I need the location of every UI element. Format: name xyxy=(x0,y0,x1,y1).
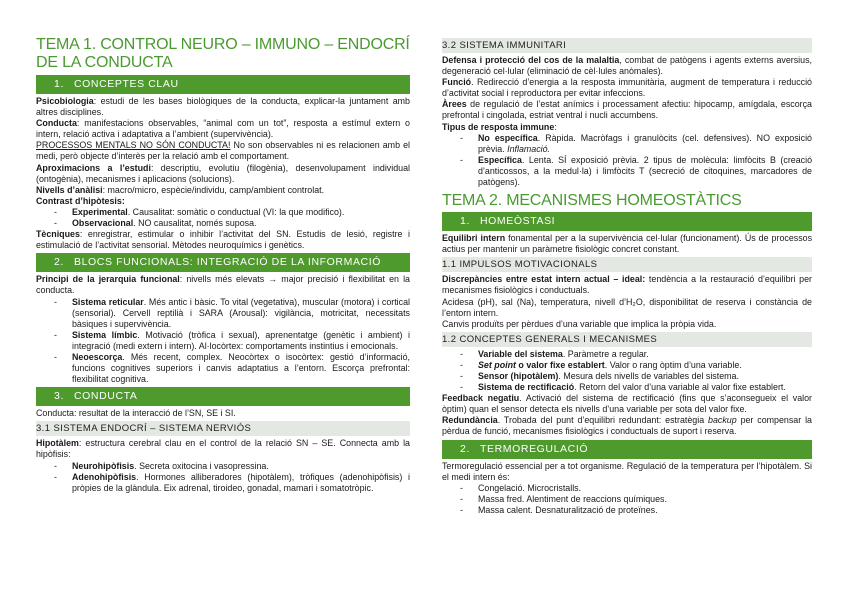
defensa-para: Defensa i protecció del cos de la malaltia, combat de patògens i agents externs aversius, degeneració cel·lular (eliminació de cèl·lules anòmales). xyxy=(442,55,812,77)
section-conceptes-clau xyxy=(36,75,410,94)
tipus-heading: Tipus de resposta immune: xyxy=(442,121,557,132)
subsection-immunitari: 3.2 SISTEMA IMMUNITARI xyxy=(442,38,812,53)
list-item: - Sensor (hipotàlem). Mesura dels nivells de variables del sistema. xyxy=(460,371,812,382)
subsection-endocri-nervios: 3.1 SISTEMA ENDOCRÍ – SISTEMA NERVIÓS xyxy=(36,421,410,436)
redundancia-para: Redundància. Trobada del punt d’equilibri redundant: estratègia backup per compensar la pèrdua de funció, mecanismes fisiològics i conductuals de suport i reserva. xyxy=(442,415,812,437)
tecniques-para: Tècniques: enregistrar, estimular o inhibir l’activitat del SN. Estudis de lesió, registre i estimulació de l’activitat sensorial. Mètodes neuroquímics i genètics. xyxy=(36,229,410,251)
section-number: 1. xyxy=(54,78,64,90)
list-item: - Específica. Lenta. SÍ exposició prèvia. 2 tipus de molècula: limfòcits B (creació d’anticossos, a la medul·la) i limfòcits T (secreció de citoquines, marcadores de patògens). xyxy=(460,155,812,188)
tema1-title: TEMA 1. CONTROL NEURO – IMMUNO – ENDOCRÍ DE LA CONDUCTA xyxy=(36,36,410,71)
psicobiologia-para: Psicobiologia: estudi de les bases biològiques de la conducta, explicar-la juntament amb altres disciplines. xyxy=(36,96,410,118)
termo-list xyxy=(442,483,812,516)
feedback-para: Feedback negatiu. Activació del sistema de rectificació (fins que s’aconsegueix el valor òptim) quan el sensor detecta els nivells d’una variable per sota del valor fixe. xyxy=(442,393,812,415)
canvis-para: Canvis produïts per pèrdues d’una variable que implica la pròpia vida. xyxy=(442,318,717,329)
list-item: - Massa fred. Alentiment de reaccions químiques. xyxy=(460,494,812,505)
section-conducta xyxy=(36,387,410,406)
discrepancies-para: Discrepàncies entre estat intern actual – ideal: tendència a la restauració d’equilibri per mecanismes fisiològics i conductuals. xyxy=(442,274,812,296)
section-number: 2. xyxy=(54,256,64,269)
mecanismes-list xyxy=(442,349,812,393)
section-number: 2. xyxy=(460,442,470,455)
conducta-resultat-para: Conducta: resultat de la interacció de l’SN, SE i SI. xyxy=(36,408,236,419)
list-item: - Congelació. Microcristalls. xyxy=(460,483,812,494)
section-label: CONCEPTES CLAU xyxy=(73,78,179,90)
section-label: TERMOREGULACIÓ xyxy=(479,442,589,455)
hipofisis-list xyxy=(36,461,410,494)
subsection-impulsos: 1.1 IMPULSOS MOTIVACIONALS xyxy=(442,257,812,272)
contrast-list xyxy=(36,207,410,229)
list-item: - Neoescorça. Més recent, complex. Neocòrtex o isocòrtex: gestió d’informació, funcions cognitives superiors i canvis adaptatius a l’entorn. Escorça prefrontal: flexibilitat cognitiva. xyxy=(54,352,410,385)
funcio-para: Funció. Redirecció d’energia a la resposta immunitària, augment de temperatura i reducció d’activitat social i reproductora per evitar infeccions. xyxy=(442,77,812,99)
acidesa-para: Acidesa (pH), sal (Na), temperatura, nivell d’H₂O, disponibilitat de reserva i constància de l’entorn intern. xyxy=(442,296,812,318)
list-item: - Massa calent. Desnaturalització de proteïnes. xyxy=(460,505,812,516)
section-label: BLOCS FUNCIONALS: INTEGRACIÓ DE LA INFORMACIÓ xyxy=(73,256,382,269)
section-blocs-funcionals xyxy=(36,253,410,272)
termoregulacio-para: Termoregulació essencial per a tot organisme. Regulació de la temperatura per l’hipotàlem. Si el medi intern és: xyxy=(442,460,812,482)
hipotalem-para: Hipotàlem: estructura cerebral clau en el control de la relació SN – SE. Connecta amb la hipòfisis: xyxy=(36,438,410,460)
list-item: - Adenohipòfisis. Hormones alliberadores (hipotàlem), tròfiques (adenohipòfisis) i pròpies de la glàndula. Eix adrenal, tiroideo, gonadal, mamari i somatotròpic. xyxy=(54,472,410,494)
list-item: - Experimental. Causalitat: somàtic o conductual (VI: la que modifico). xyxy=(54,207,410,218)
left-column xyxy=(36,36,410,494)
contrast-heading: Contrast d’hipòtesis: xyxy=(36,195,125,206)
list-item: - Sistema reticular. Més antic i bàsic. To vital (vegetativa), muscular (motora) i cortical (sensorial). Cervell reptilià i SARA (Arousal): vigilància, motricitat, necessitats bàsiques i supervivència. xyxy=(54,297,410,330)
right-column xyxy=(442,38,812,516)
equilibri-para: Equilibri intern fonamental per a la supervivència cel·lular (funcionament). Ús de processos actius per mantenir un paràmetre fisiològic concret constant. xyxy=(442,233,813,255)
section-label: HOMEÒSTASI xyxy=(479,215,556,228)
list-item: - Observacional. NO causalitat, només suposa. xyxy=(54,218,410,229)
list-item: - Sistema de rectificació. Retorn del valor d’una variable al valor fixe establert. xyxy=(460,382,812,393)
list-item: - Variable del sistema. Paràmetre a regular. xyxy=(460,349,812,360)
nivells-para: Nivells d’anàlisi: macro/micro, espècie/individu, camp/ambient controlat. xyxy=(36,184,325,195)
tipus-list xyxy=(442,133,812,188)
section-termoregulacio xyxy=(442,440,812,459)
section-number: 1. xyxy=(460,215,470,228)
tema2-title: TEMA 2. MECANISMES HOMEOSTÀTICS xyxy=(442,192,742,210)
blocs-list xyxy=(36,297,410,386)
list-item: - Sistema límbic. Motivació (tròfica i sexual), aprenentatge (genètic i ambient) i integració (medi extern i intern). Al·locòrtex: comportaments instintius i emocionals. xyxy=(54,330,410,352)
section-homeostasi xyxy=(442,212,812,231)
arees-para: Àrees de regulació de l’estat anímics i processament afectiu: hipocamp, amígdala, escorça prefrontal i cingolada, estriat ventral i nucli accumbens. xyxy=(442,99,812,121)
section-label: CONDUCTA xyxy=(73,390,138,403)
list-item: - Set point o valor fixe establert. Valor o rang òptim d’una variable. xyxy=(460,360,812,371)
subsection-conceptes-generals: 1.2 CONCEPTES GENERALS I MECANISMES xyxy=(442,332,812,347)
list-item: - No específica. Ràpida. Macròfags i granulòcits (cel. defensives). NO exposició prèvia. Inflamació. xyxy=(460,133,812,155)
conducta-para: Conducta: manifestacions observables, “animal com un tot”, resposta a estímul extern o intern, relació activa i adaptativa a l’ambient (supervivència). xyxy=(36,118,410,140)
processos-para: PROCESSOS MENTALS NO SÓN CONDUCTA! No son observables ni es relacionen amb el medi, però objecte d’interès per la relació amb el comportament. xyxy=(36,140,410,162)
list-item: - Neurohipòfisis. Secreta oxitocina i vasopressina. xyxy=(54,461,410,472)
section-number: 3. xyxy=(54,390,64,403)
principi-para: Principi de la jerarquia funcional: nivells més elevats → major precisió i flexibilitat en la conducta. xyxy=(36,274,410,296)
aproximacions-para: Aproximacions a l’estudi: descriptiu, evolutiu (filogènia), desenvolupament individual (ontogènia), mecanismes i aplicacions (solucions). xyxy=(36,162,410,184)
